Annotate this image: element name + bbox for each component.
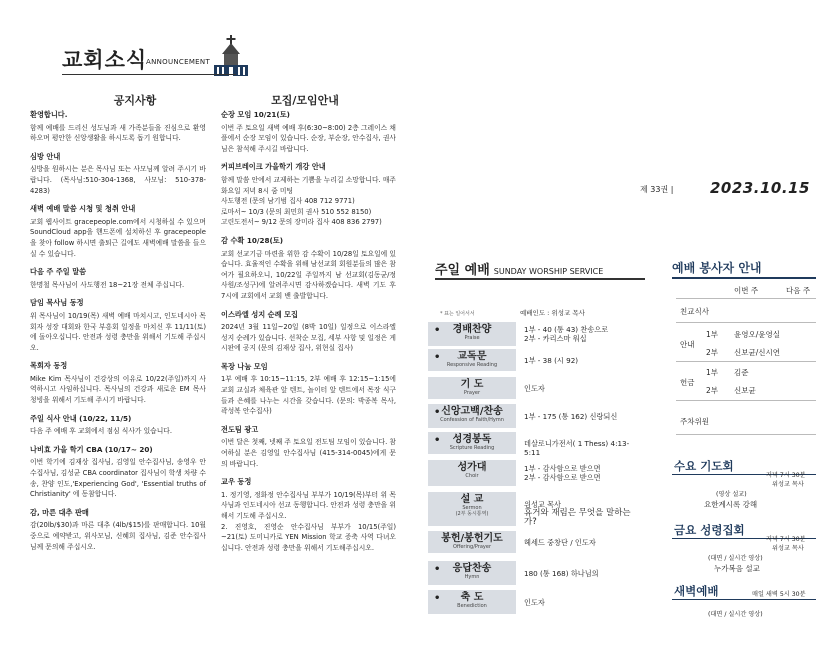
divider: [676, 400, 816, 401]
announcement-body: 위 목사님이 10/19(목) 새벽 예배 마치시고, 인도네시아 목회자 성장 대회와 한국 부흥회 일정을 마치신 후 11/11(토)에 돌아오십니다. 안전과 성령 충만을 위해서 기도해 주십시오.: [30, 311, 206, 352]
recruit-heading: 모집/모임안내: [271, 94, 339, 107]
recruit-body: 로마서~ 10/3 (문의 최민희 권사 510 552 8150): [221, 207, 372, 216]
order-title-ko: 성경봉독: [452, 434, 492, 445]
order-label: [428, 492, 516, 526]
next-week-label: 다음 주: [786, 286, 811, 295]
recruit-body: 고린도전서~ 9/12 문의 장미라 집사 408 836 2797): [221, 218, 382, 227]
recruit-title: 이스라엘 성지 순례 모집: [221, 309, 298, 319]
recruit-list: [221, 110, 396, 553]
order-label: [428, 349, 516, 371]
worship-title-ko: 주일 예배: [435, 263, 490, 278]
order-content-line: 데살로니가전서( 1 Thess) 4:13-5:11: [524, 438, 630, 457]
order-content: [524, 412, 617, 421]
announcement-body: 심방을 원하시는 분은 목사님 또는 사모님께 알려 주시기 바랍니다. (목사님:510-304-1368, 사모님: 510-378-4283): [30, 165, 206, 195]
worship-order-row: [428, 460, 641, 486]
worship-underline: [435, 278, 645, 280]
order-title-ko: 교독문: [457, 351, 487, 362]
recruit-body: 교회 선교기금 마련을 위한 감 수확이 10/28일 토요일에 있습니다. 효율적인 수확을 위해 남선교회 회원분들의 많은 참여가 필요하오니, 10/22일 주일까지 남 선교회(김동균/정사원/조성구)에 알려주시면 감사하겠습니다. 새벽 기도 후 7시에 교회에서 교회 밴 출발합니다.: [221, 249, 396, 300]
order-content: [524, 538, 596, 547]
worship-title: [435, 259, 603, 278]
friday-note: (대면 / 실시간 영상): [708, 555, 763, 562]
order-title-ko: 신앙고백/찬송: [441, 406, 503, 417]
worship-order-row: [428, 432, 641, 457]
order-content: [524, 356, 578, 365]
order-content-line: 위성교 목사: [524, 500, 562, 509]
recruit-title: 전도팀 광고: [221, 424, 259, 434]
recruit-title: 순장 모임 10/21(토): [221, 110, 290, 119]
offering-part-2: 2부: [706, 386, 719, 395]
stand-marker: •: [434, 407, 441, 418]
order-content: [524, 464, 601, 482]
announcement-title: 심방 안내: [30, 151, 61, 161]
order-title-en: Offering/Prayer: [452, 544, 492, 550]
order-label: [428, 460, 516, 486]
announcement-title: 감, 마른 대추 판매: [30, 507, 89, 517]
volunteers-underline: [672, 277, 816, 279]
stand-marker: •: [434, 564, 441, 575]
recruit-body: 이번 주 토요일 새벽 예배 후(6:30~8:00) 2층 그레이스 채플에서 순장 모임이 있습니다. 순장, 부순장, 안수집사, 권사님은 참석해 주시길 바랍니다.: [221, 123, 396, 153]
order-title-note: (2부 동시통역): [455, 511, 489, 517]
order-content: [524, 384, 545, 393]
announcement-body: Mike Kim 목사님이 건강상의 이유로 10/22(주일)까지 사역하시고 사임하십니다. 목사님의 건강과 새로운 EM 목사 청빙을 위해서 기도해 주시기 바랍니다.: [30, 374, 206, 405]
announcement-body: 감(20lb/$30)과 마른 대추 (4lb/$15)를 판매합니다. 10월 중으로 예약받고, 위사모님, 신혜희 집사님, 김준 안수집사님께 문의해 주십시오.: [30, 521, 206, 551]
stand-marker: •: [434, 352, 441, 363]
order-title-en: Praise: [464, 335, 480, 341]
order-content-line: 인도자: [524, 597, 545, 607]
order-label: [428, 322, 516, 346]
stand-marker: •: [434, 435, 441, 446]
friday-text: 누가복음 설교: [714, 564, 760, 573]
order-title-en: Confession of Faith/Hymn: [440, 417, 504, 423]
order-content-line: 2부 - 감사함으로 받으면: [524, 473, 601, 482]
order-title-en: Choir: [465, 473, 479, 479]
order-content-line: 1부 - 38 (시 92): [524, 355, 579, 365]
worship-leader: 예배인도 : 위성교 목사: [520, 309, 585, 317]
announcement-title: 환영합니다.: [30, 110, 68, 119]
usher-label: 안내: [680, 340, 695, 349]
page-title: 교회소식: [62, 48, 148, 72]
announcement-body: 다음 주 예배 후 교회에서 점심 식사가 있습니다.: [30, 427, 173, 436]
order-label: [428, 561, 516, 585]
recruit-body: 2024년 3월 11일~20일 (8박 10일) 일정으로 이스라엘 성지 순례가 있습니다. 선착순 모집, 세부 사항 및 일정은 게시판에 공지 (문의 김재상 집사, 위현실 집사): [221, 323, 396, 353]
order-label: [428, 590, 516, 614]
friday-time: 저녁 7시 30분: [766, 536, 806, 543]
order-content: [524, 598, 545, 607]
title-underline: [62, 74, 236, 75]
meal-label: 친교식사: [680, 307, 709, 316]
this-week-label: 이번 주: [734, 286, 759, 295]
worship-order-row: [428, 492, 641, 526]
wednesday-text: 요한계시록 강해: [704, 500, 758, 509]
recruit-title: 감 수확 10/28(토): [221, 235, 283, 245]
worship-title-en: SUNDAY WORSHIP SERVICE: [493, 267, 604, 276]
order-title-ko: 경배찬양: [452, 324, 492, 335]
order-content: [524, 500, 641, 527]
recruit-title: 커피브레이크 가을학기 개강 안내: [221, 162, 326, 172]
order-content-line: 휴거와 재림은 무엇을 말하는가?: [524, 508, 631, 527]
dawn-title: 새벽예배: [674, 584, 719, 598]
order-label: [428, 404, 516, 428]
friday-speaker: 위성교 목사: [772, 545, 804, 552]
recruit-body: 1부 예배 후 10:15~11:15, 2부 예배 후 12:15~1:15에 교회 교실과 체육관 앞 텐트, 놀이터 앞 텐트에서 목장 식구들과 은혜를 나누는 시간을 갖습니다. (문의: 박종복 목사, 곽성복 안수집사): [221, 375, 396, 416]
order-title-ko: 축 도: [460, 592, 484, 603]
worship-order-row: [428, 377, 641, 399]
order-title-ko: 기 도: [460, 379, 484, 390]
announcement-title: 다음 주 주일 말씀: [30, 267, 87, 277]
order-content: [524, 325, 608, 343]
order-label: [428, 432, 516, 454]
recruit-body: 사도행전 (문의 남기범 집사 408 712 9771): [221, 197, 355, 206]
offering-names-1: 김준: [734, 368, 749, 377]
divider: [676, 322, 816, 323]
order-content-line: 1부 - 40 (통 43) 찬송으로: [524, 325, 609, 334]
order-content-line: 2부 - 카리스마 워십: [524, 334, 587, 343]
order-content: [524, 569, 599, 578]
announcement-title: 주일 식사 안내 (10/22, 11/5): [30, 413, 132, 423]
divider: [676, 434, 816, 435]
wednesday-speaker: 위성교 목사: [772, 481, 804, 488]
recruit-title: 목장 나눔 모임: [221, 361, 268, 371]
issue-number: 제 33권 |: [640, 185, 674, 194]
offering-label: 헌금: [680, 378, 695, 387]
recruit-body: 2. 진영호, 진영순 안수집사님 부부가 10/15(주일) ~21(토) 도미니카로 YEN Mission 학교 증축 사역 다녀오십니다. 안전과 성령 충만을 위해서 기도해주십시오.: [221, 522, 396, 552]
recruit-body: 1. 정기영, 정화정 안수집사님 부부가 10/19(목)부터 위 목사님과 인도네시아 선교 동행합니다. 안전과 성령 충만을 위해서 기도해 주십시오.: [221, 490, 396, 520]
recruit-title: 교우 동정: [221, 477, 252, 487]
announcement-body: 이번 학기에 김재상 집사님, 김영일 안수집사님, 송영우 안수집사님, 김성균 CBA coordinator 집사님이 학생 차량 수송, 찬양 인도,'Experiencing God', 'Essential truths of Christianity' 에 동참합니다.: [30, 458, 206, 499]
offering-part-1: 1부: [706, 368, 719, 377]
usher-names-2: 신보균/신시연: [734, 348, 780, 357]
announcement-title: 담임 목사님 동정: [30, 298, 84, 308]
order-title-en: Responsive Reading: [446, 362, 498, 368]
announcement-title: 나비효 가을 학기 CBA (10/17~ 20): [30, 444, 153, 454]
worship-order-row: [428, 322, 641, 346]
order-content-line: 180 (통 168) 하나님의: [524, 568, 599, 578]
announcement-title: 목회자 동정: [30, 361, 68, 371]
stand-marker: •: [434, 593, 441, 604]
usher-part-1: 1부: [706, 330, 719, 339]
announcement-body: 한명철 목사님이 사도행전 18~21장 전체 주십니다.: [30, 280, 185, 289]
wednesday-time: 저녁 7시 30분: [766, 472, 806, 479]
offering-names-2: 신보균: [734, 386, 756, 395]
stand-note: * 표는 일어서서: [440, 311, 475, 317]
order-title-en: Sermon: [462, 505, 482, 511]
order-title-ko: 성가대: [457, 462, 487, 473]
church-icon: [214, 34, 248, 76]
wednesday-title: 수요 기도회: [674, 459, 734, 473]
volunteers-title: 예배 봉사자 안내: [672, 261, 762, 275]
order-title-en: Prayer: [463, 390, 481, 396]
order-content-line: 1부 - 감사함으로 받으면: [524, 464, 601, 473]
divider: [676, 361, 816, 362]
order-title-en: Benediction: [457, 603, 487, 609]
wednesday-note: (영상 설교): [716, 491, 747, 498]
order-content-line: 헤세드 중창단 / 인도자: [524, 537, 596, 547]
page-subtitle: ANNOUNCEMENT: [146, 58, 211, 66]
recruit-body: 함께 말씀 안에서 교제하는 기쁨을 누리길 소망합니다. 매주 화요일 저녁 8시 줌 미팅: [221, 175, 396, 195]
worship-order-row: [428, 404, 641, 428]
usher-names-1: 윤영오/윤영실: [734, 330, 780, 339]
order-title-ko: 봉헌/봉헌기도: [441, 533, 503, 544]
worship-order-row: [428, 561, 641, 585]
friday-title: 금요 성령집회: [674, 523, 745, 537]
dawn-time: 매일 새벽 5시 30분: [752, 591, 806, 598]
order-title-en: Hymn: [464, 574, 480, 580]
dawn-underline: [672, 599, 816, 600]
order-content-line: 1부 - 175 (통 162) 신랑되신: [524, 411, 618, 421]
announcement-body: 함께 예배를 드리신 성도님과 새 가족분들을 진심으로 환영하오며 평안한 신앙생활을 하시도록 돕기 원합니다.: [30, 123, 206, 143]
announcement-title: 새벽 예배 말씀 시청 및 청취 안내: [30, 204, 136, 214]
order-title-ko: 응답찬송: [452, 563, 492, 574]
order-content-line: 인도자: [524, 383, 545, 393]
announcements-list: [30, 110, 206, 552]
order-label: [428, 531, 516, 553]
announcement-body: 교회 웹사이트 gracepeople.com에서 시청하실 수 있으며 SoundCloud app을 핸드폰에 설치하신 후 gracepeople을 찾아 follow 하시면 출퇴근 길에도 새벽예배 말씀을 들으실 수 있습니다.: [30, 217, 206, 258]
parking-label: 주차위원: [680, 417, 709, 426]
order-label: [428, 377, 516, 399]
order-title-en: Scripture Reading: [449, 445, 495, 451]
usher-part-2: 2부: [706, 348, 719, 357]
stand-marker: •: [434, 325, 441, 336]
announcements-heading: 공지사항: [113, 94, 157, 107]
worship-order-row: [428, 349, 641, 371]
recruit-body: 이번 달은 첫째, 넷째 주 토요일 전도팀 모임이 있습니다. 참여하실 분은 김영일 안수집사님 (415-314-0045)에게 문의 바랍니다.: [221, 438, 396, 468]
dawn-note: (대면 / 실시간 영상): [708, 611, 763, 618]
order-content: [524, 439, 641, 457]
worship-order-row: [428, 531, 641, 553]
divider: [676, 298, 816, 299]
bulletin-date: 2023.10.15: [710, 179, 810, 197]
order-title-ko: 설 교: [460, 494, 484, 505]
worship-order-row: [428, 590, 641, 614]
